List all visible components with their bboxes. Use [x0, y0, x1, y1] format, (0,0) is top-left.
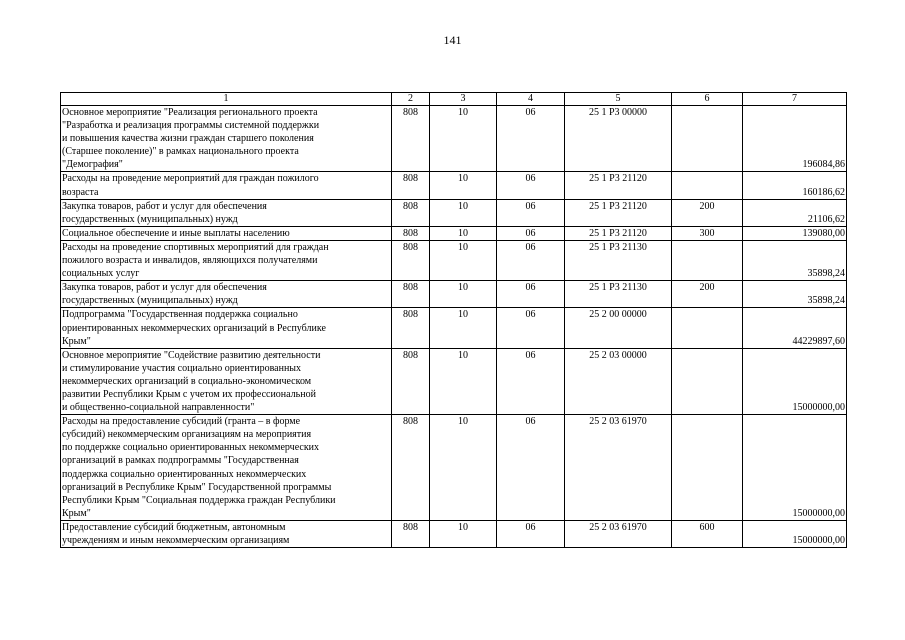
code-gr: 808: [392, 172, 430, 199]
code-rz: 10: [430, 348, 497, 414]
code-pr: 06: [497, 520, 565, 547]
code-pr: 06: [497, 281, 565, 308]
table-row: [61, 348, 847, 414]
code-vr: [672, 172, 743, 199]
code-rz: 10: [430, 106, 497, 172]
amount: 15000000,00: [743, 520, 847, 547]
code-csr: 25 1 P3 21120: [565, 172, 672, 199]
amount: 44229897,60: [743, 308, 847, 348]
table-row: [61, 106, 847, 172]
amount: 15000000,00: [743, 348, 847, 414]
column-header: 7: [743, 93, 847, 106]
code-vr: [672, 240, 743, 280]
item-name: Подпрограмма "Государственная поддержка социально ориентированных некоммерческих организаций в Республике Крым": [61, 308, 392, 348]
column-header: 4: [497, 93, 565, 106]
code-pr: 06: [497, 199, 565, 226]
amount: 196084,86: [743, 106, 847, 172]
code-pr: 06: [497, 308, 565, 348]
code-vr: 200: [672, 281, 743, 308]
code-csr: 25 1 P3 21120: [565, 226, 672, 240]
item-name: Основное мероприятие "Реализация регионального проекта "Разработка и реализация программы системной поддержки и повышения качества жизни граждан старшего поколения (Старшее поколение)" в рамках национального проекта "Демография": [61, 106, 392, 172]
table-row: [61, 226, 847, 240]
code-gr: 808: [392, 348, 430, 414]
table-row: [61, 281, 847, 308]
column-header: 3: [430, 93, 497, 106]
column-header: 5: [565, 93, 672, 106]
code-pr: 06: [497, 172, 565, 199]
code-gr: 808: [392, 520, 430, 547]
code-gr: 808: [392, 240, 430, 280]
code-gr: 808: [392, 226, 430, 240]
amount: 160186,62: [743, 172, 847, 199]
code-csr: 25 1 P3 00000: [565, 106, 672, 172]
table-row: [61, 520, 847, 547]
header-row: [61, 93, 847, 106]
amount: 35898,24: [743, 281, 847, 308]
code-gr: 808: [392, 308, 430, 348]
code-rz: 10: [430, 281, 497, 308]
item-name: Предоставление субсидий бюджетным, автономным учреждениям и иным некоммерческим организациям: [61, 520, 392, 547]
code-csr: 25 1 P3 21130: [565, 240, 672, 280]
table-row: [61, 172, 847, 199]
item-name: Расходы на проведение мероприятий для граждан пожилого возраста: [61, 172, 392, 199]
table-body: [61, 106, 847, 548]
code-vr: 600: [672, 520, 743, 547]
item-name: Основное мероприятие "Содействие развитию деятельности и стимулирование участия социально ориентированных некоммерческих организаций в социально-экономическом развитии Республики Крым с учетом их профессиональной и общественно-социальной направленности": [61, 348, 392, 414]
code-rz: 10: [430, 199, 497, 226]
code-vr: [672, 348, 743, 414]
code-rz: 10: [430, 415, 497, 521]
table-row: [61, 415, 847, 521]
table-row: [61, 199, 847, 226]
column-header: 1: [61, 93, 392, 106]
column-header: 6: [672, 93, 743, 106]
page-number: 141: [443, 33, 462, 47]
code-csr: 25 2 03 61970: [565, 415, 672, 521]
code-rz: 10: [430, 172, 497, 199]
code-rz: 10: [430, 226, 497, 240]
item-name: Социальное обеспечение и иные выплаты населению: [61, 226, 392, 240]
code-vr: [672, 106, 743, 172]
code-pr: 06: [497, 240, 565, 280]
item-name: Расходы на проведение спортивных мероприятий для граждан пожилого возраста и инвалидов, являющихся получателями социальных услуг: [61, 240, 392, 280]
code-pr: 06: [497, 415, 565, 521]
item-name: Закупка товаров, работ и услуг для обеспечения государственных (муниципальных) нужд: [61, 281, 392, 308]
table-row: [61, 240, 847, 280]
code-vr: [672, 415, 743, 521]
column-header: 2: [392, 93, 430, 106]
code-gr: 808: [392, 415, 430, 521]
code-rz: 10: [430, 308, 497, 348]
code-rz: 10: [430, 240, 497, 280]
code-pr: 06: [497, 348, 565, 414]
code-gr: 808: [392, 106, 430, 172]
amount: 139080,00: [743, 226, 847, 240]
budget-table: [60, 92, 847, 548]
code-pr: 06: [497, 226, 565, 240]
item-name: Закупка товаров, работ и услуг для обеспечения государственных (муниципальных) нужд: [61, 199, 392, 226]
code-csr: 25 2 03 61970: [565, 520, 672, 547]
code-vr: [672, 308, 743, 348]
code-csr: 25 2 00 00000: [565, 308, 672, 348]
code-rz: 10: [430, 520, 497, 547]
code-csr: 25 1 P3 21120: [565, 199, 672, 226]
code-vr: 300: [672, 226, 743, 240]
code-csr: 25 1 P3 21130: [565, 281, 672, 308]
table-row: [61, 308, 847, 348]
amount: 35898,24: [743, 240, 847, 280]
code-gr: 808: [392, 199, 430, 226]
code-csr: 25 2 03 00000: [565, 348, 672, 414]
amount: 15000000,00: [743, 415, 847, 521]
code-vr: 200: [672, 199, 743, 226]
amount: 21106,62: [743, 199, 847, 226]
code-pr: 06: [497, 106, 565, 172]
code-gr: 808: [392, 281, 430, 308]
item-name: Расходы на предоставление субсидий (гранта – в форме субсидий) некоммерческим организациям на мероприятия по поддержке социально ориентированных некоммерческих организаций в рамках подпрограммы "Государственная поддержка социально ориентированных некоммерческих организаций в Республике Крым" Государственной программы Республики Крым "Социальная поддержка граждан Республики Крым": [61, 415, 392, 521]
